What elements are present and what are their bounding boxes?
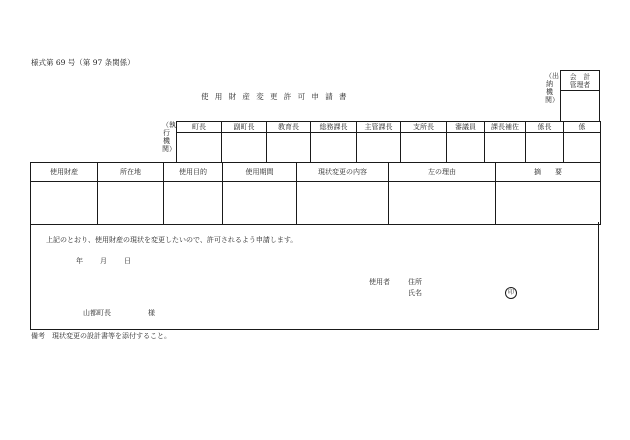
approval-table bbox=[176, 121, 601, 163]
approver-header: 教育長 bbox=[267, 122, 311, 133]
approver-seal-cell[interactable] bbox=[564, 133, 601, 163]
revenue-organ-label: （出納機関） bbox=[545, 72, 559, 104]
approver-header: 副町長 bbox=[222, 122, 267, 133]
applicant-address-label: 住所 bbox=[408, 278, 422, 286]
property-cell[interactable] bbox=[164, 182, 223, 225]
approver-header: 総務課長 bbox=[311, 122, 357, 133]
property-cell[interactable] bbox=[98, 182, 164, 225]
approver-header: 主管課長 bbox=[357, 122, 401, 133]
property-column-header: 所在地 bbox=[98, 163, 164, 182]
approver-seal-cell[interactable] bbox=[526, 133, 564, 163]
approver-header: 町長 bbox=[177, 122, 222, 133]
addressee-name: 山都町長 bbox=[83, 309, 111, 317]
approver-header: 審議員 bbox=[447, 122, 485, 133]
accounting-manager-table bbox=[560, 70, 600, 122]
property-cell[interactable] bbox=[297, 182, 389, 225]
accounting-manager-seal-cell[interactable] bbox=[561, 91, 600, 122]
property-column-header: 使用財産 bbox=[31, 163, 98, 182]
approver-seal-cell[interactable] bbox=[401, 133, 447, 163]
property-column-header: 摘 要 bbox=[496, 163, 601, 182]
addressee-suffix: 様 bbox=[148, 309, 155, 317]
approver-header: 課長補佐 bbox=[485, 122, 526, 133]
property-cell[interactable] bbox=[496, 182, 601, 225]
applicant-name-label: 氏名 bbox=[408, 289, 422, 297]
applicant-label: 使用者 bbox=[369, 278, 390, 286]
approver-header: 支所長 bbox=[401, 122, 447, 133]
form-number: 様式第 69 号（第 97 条関係） bbox=[31, 58, 135, 67]
date-year-label: 年 bbox=[76, 257, 83, 265]
approver-seal-cell[interactable] bbox=[485, 133, 526, 163]
form-note: 備考 現状変更の設計書等を添付すること。 bbox=[31, 332, 171, 340]
approver-seal-cell[interactable] bbox=[447, 133, 485, 163]
approver-seal-cell[interactable] bbox=[177, 133, 222, 163]
date-month-label: 月 bbox=[100, 257, 107, 265]
property-cell[interactable] bbox=[223, 182, 297, 225]
property-column-header: 使用目的 bbox=[164, 163, 223, 182]
approver-header: 係 bbox=[564, 122, 601, 133]
seal-mark: 印 bbox=[505, 287, 517, 299]
executive-organ-label: （執行機関） bbox=[162, 121, 176, 153]
form-title: 使用財産変更許可申請書 bbox=[201, 92, 353, 101]
property-cell[interactable] bbox=[389, 182, 496, 225]
application-statement: 上記のとおり、使用財産の現状を変更したいので、許可されるよう申請します。 bbox=[46, 236, 298, 244]
approver-seal-cell[interactable] bbox=[357, 133, 401, 163]
property-table bbox=[30, 162, 601, 225]
property-column-header: 使用期間 bbox=[223, 163, 297, 182]
property-column-header: 左の理由 bbox=[389, 163, 496, 182]
date-day-label: 日 bbox=[124, 257, 131, 265]
property-column-header: 現状変更の内容 bbox=[297, 163, 389, 182]
approver-seal-cell[interactable] bbox=[311, 133, 357, 163]
approver-seal-cell[interactable] bbox=[267, 133, 311, 163]
accounting-manager-header: 会 計 管理者 bbox=[561, 71, 600, 91]
property-cell[interactable] bbox=[31, 182, 98, 225]
approver-header: 係長 bbox=[526, 122, 564, 133]
approver-seal-cell[interactable] bbox=[222, 133, 267, 163]
